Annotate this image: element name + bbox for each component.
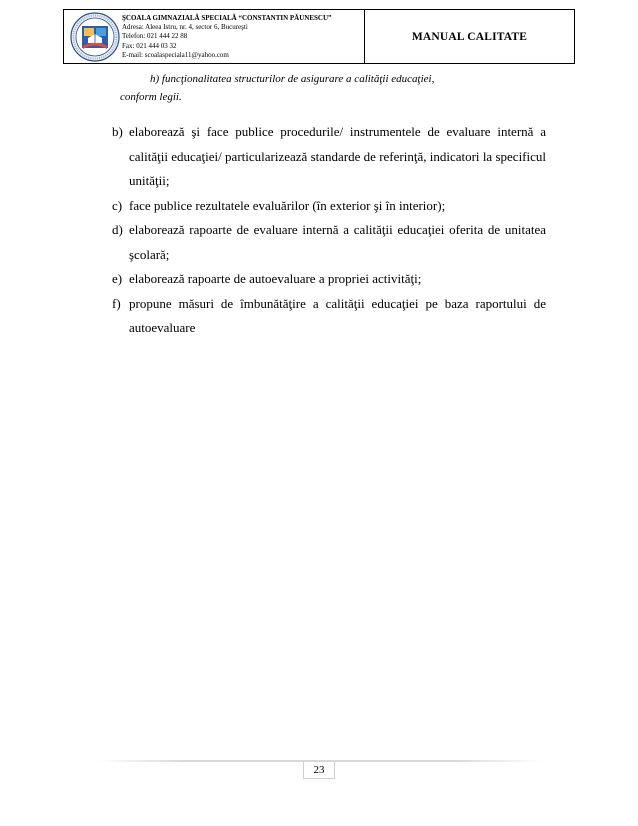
- list-item-text: elaborează şi face publice procedurile/ instrumentele de evaluare internă a calităţii educaţiei/ particularizează standarde de referinţă, indicatori la specificul unităţii;: [129, 124, 546, 188]
- school-contact: [122, 10, 332, 60]
- list-item-text: elaborează rapoarte de evaluare internă a calităţii educaţiei oferita de unitatea şcolară;: [129, 222, 546, 262]
- list-item: [112, 218, 546, 267]
- list-marker: e): [112, 271, 123, 286]
- italic-line-1: h) funcţionalitatea structurilor de asigurare a calităţii educaţiei,: [150, 73, 435, 85]
- school-phone: Telefon: 021 444 22 88: [122, 32, 188, 41]
- list-marker: f): [112, 295, 121, 311]
- list-item: [112, 267, 546, 292]
- list-item-text: face publice rezultatele evaluărilor (în exterior şi în interior);: [129, 197, 446, 213]
- school-address: Adresa: Aleea Istru, nr. 4, sector 6, Bucureşti: [122, 23, 248, 32]
- document-header: [63, 9, 575, 64]
- school-seal-icon: [70, 12, 120, 62]
- list-item: [112, 120, 546, 194]
- responsibilities-list: [112, 120, 546, 341]
- italic-line-2: conform legii.: [120, 91, 182, 103]
- school-info-box: [64, 10, 365, 63]
- page-number: 23: [303, 762, 335, 779]
- school-email: E-mail: scoalaspeciala11@yahoo.com: [122, 50, 229, 59]
- list-item: [112, 292, 546, 341]
- school-name: ŞCOALA GIMNAZIALĂ SPECIALĂ “CONSTANTIN PĂUNESCU”: [122, 14, 332, 22]
- manual-title: MANUAL CALITATE: [411, 30, 528, 43]
- list-marker: d): [112, 222, 123, 237]
- school-fax: Fax: 021 444 03 32: [122, 41, 177, 50]
- italic-continuation: [120, 70, 540, 106]
- list-marker: c): [112, 197, 123, 213]
- list-marker: b): [112, 124, 123, 139]
- list-item: [112, 194, 546, 219]
- list-item-text: elaborează rapoarte de autoevaluare a propriei activităţi;: [129, 271, 422, 286]
- list-item-text: propune măsuri de îmbunătăţire a calităţii educaţiei pe baza raportului de autoevaluare: [129, 295, 546, 335]
